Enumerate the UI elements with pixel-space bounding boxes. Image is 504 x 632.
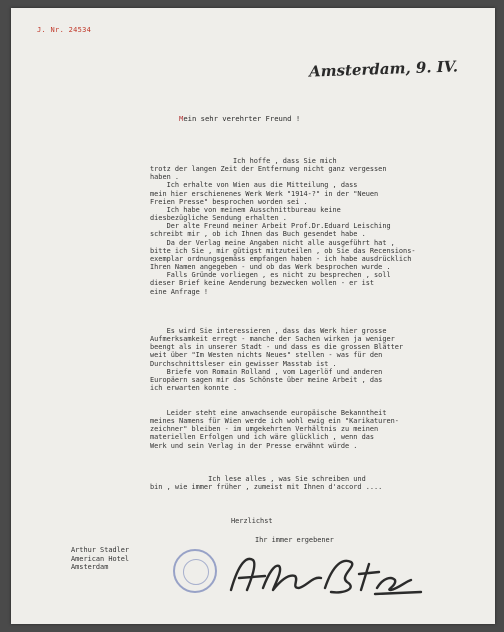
archive-stamp: J. Nr. 24534 bbox=[37, 26, 92, 34]
stamp-seal-icon bbox=[173, 549, 217, 593]
sender-city: Amsterdam bbox=[71, 563, 109, 571]
sender-address bbox=[71, 546, 129, 572]
salutation-initial: M bbox=[179, 114, 184, 123]
letter-page bbox=[11, 8, 495, 624]
paragraph-3: Leider steht eine anwachsende europäische Bekanntheit meines Namens für Wien werde ich wohl ewig ein "Karikaturen- zeichner" bleiben - im umgekehrten Verhältnis zu meinen materiellen Erfolgen und ich wäre glücklich , wenn das Werk und sein Verlag in der Presse erwähnt würde . bbox=[150, 409, 399, 450]
sender-name: Arthur Stadler bbox=[71, 546, 130, 554]
paragraph-1: Ich hoffe , dass Sie mich trotz der langen Zeit der Entfernung nicht ganz vergessen haben . Ich erhalte von Wien aus die Mitteilung , dass mein hier erschienenes Werk Werk "1914-?" in der "Neuen Freien Presse" besprochen worden sei . Ich habe von meinem Ausschnittbureau keine diesbezügliche Sendung erhalten . Der alte Freund meiner Arbeit Prof.Dr.Eduard Leisching schreibt mir , ob ich Ihnen das Buch gesendet habe . Da der Verlag meine Angaben nicht alle ausgeführt hat , bitte ich Sie , mir gütigst mitzuteilen , ob Sie das Recensions- exemplar ordnungsgemäss empfangen haben - ich habe ausdrücklich Ihren Namen angegeben - und ob das Werk besprochen wurde . Falls Gründe vorliegen , es nicht zu besprechen , soll dieser Brief keine Aenderung bezwecken wollen - er ist eine Anfrage ! bbox=[150, 157, 416, 296]
paragraph-2: Es wird Sie interessieren , dass das Werk hier grosse Aufmerksamkeit erregt - manche der Sachen wirken ja weniger beengt als in unserer Stadt - und dass es die grossen Blätter weit über "Im Westen nichts Neues" stellen - was für den Durchschnittsleser ein gewisser Masstab ist . Briefe von Romain Rolland , vom Lagerlöf und anderen Europäern sagen mir das Schönste über meine Arbeit , das ich erwarten konnte . bbox=[150, 327, 404, 393]
closing-greeting: Herzlichst bbox=[231, 517, 273, 525]
paragraph-4: Ich lese alles , was Sie schreiben und bin , wie immer früher , zumeist mit Ihnen d'accord .... bbox=[150, 475, 383, 492]
salutation bbox=[179, 114, 300, 123]
handwritten-signature bbox=[225, 550, 425, 602]
salutation-text: ein sehr verehrter Freund ! bbox=[183, 114, 301, 123]
closing-line: Ihr immer ergebener bbox=[255, 536, 334, 544]
place-date: Amsterdam, 9. IV. bbox=[308, 57, 459, 81]
sender-hotel: American Hotel bbox=[71, 554, 130, 563]
